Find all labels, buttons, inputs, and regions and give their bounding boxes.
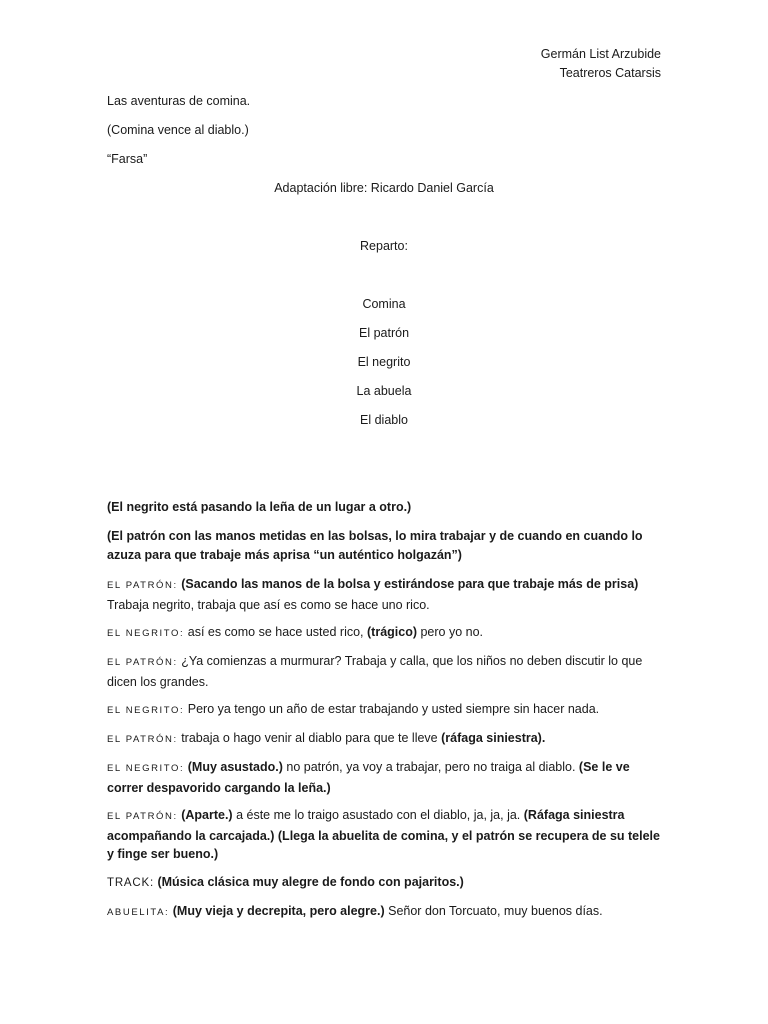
speaker-name: EL PATRÓN: xyxy=(107,811,178,822)
stage-direction: (Muy asustado.) xyxy=(184,760,283,774)
dialogue-text: así es como se hace usted rico, xyxy=(184,625,367,639)
stage-direction: (Muy vieja y decrepita, pero alegre.) xyxy=(169,904,385,918)
cast-heading: Reparto: xyxy=(360,239,408,253)
stage-direction: (Se le ve correr despavorido cargando la leña.) xyxy=(107,760,630,795)
play-subtitle: (Comina vence al diablo.) xyxy=(107,123,249,137)
dialogue-text: a éste me lo traigo asustado con el diablo, ja, ja, ja. xyxy=(232,808,524,822)
stage-direction: (El patrón con las manos metidas en las bolsas, lo mira trabajar y de cuando en cuando lo azuza para que trabaje más aprisa “un auténtico holgazán”) xyxy=(107,529,643,562)
cast-member: El diablo xyxy=(360,413,408,427)
stage-direction: (trágico) xyxy=(367,625,417,639)
dialogue-text: Señor don Torcuato, muy buenos días. xyxy=(384,904,603,918)
stage-direction: (ráfaga siniestra). xyxy=(441,731,546,745)
stage-direction: (Sacando las manos de la bolsa y estirándose para que trabaje más de prisa) xyxy=(181,577,639,591)
author-name: Germán List Arzubide xyxy=(540,47,661,61)
dialogue-line xyxy=(107,575,663,614)
speaker-name: EL PATRÓN: xyxy=(107,734,178,745)
speaker-name: TRACK: xyxy=(107,877,154,889)
dialogue-line xyxy=(107,806,663,864)
dialogue-line xyxy=(107,652,663,691)
speaker-name: EL NEGRITO: xyxy=(107,763,185,774)
dialogue-text: pero yo no. xyxy=(417,625,484,639)
cast-member: El patrón xyxy=(358,326,410,340)
speaker-name: ABUELITA: xyxy=(107,907,170,918)
dialogue-line xyxy=(107,729,663,750)
company-name: Teatreros Catarsis xyxy=(559,66,661,80)
dialogue-line xyxy=(107,873,663,893)
dialogue-text: no patrón, ya voy a trabajar, pero no traiga al diablo. xyxy=(282,760,579,774)
speaker-name: EL PATRÓN: xyxy=(107,580,178,591)
dialogue-text: Pero ya tengo un año de estar trabajando y usted siempre sin hacer nada. xyxy=(184,702,600,716)
dialogue-line xyxy=(107,902,663,923)
dialogue-line xyxy=(107,700,663,721)
dialogue-line xyxy=(107,623,663,644)
speaker-name: EL PATRÓN: xyxy=(107,657,178,668)
cast-member: La abuela xyxy=(356,384,412,398)
dialogue-line xyxy=(107,758,663,797)
stage-direction: (Aparte.) xyxy=(177,808,233,822)
speaker-name: EL NEGRITO: xyxy=(107,705,185,716)
play-title: Las aventuras de comina. xyxy=(107,94,251,108)
stage-direction: (Música clásica muy alegre de fondo con pajaritos.) xyxy=(153,875,464,889)
speaker-name: EL NEGRITO: xyxy=(107,628,185,639)
stage-direction: (Ráfaga siniestra acompañando la carcajada.) (Llega la abuelita de comina, y el patrón se recupera de su telele y finge ser bueno.) xyxy=(107,808,660,861)
dialogue-text: ¿Ya comienzas a murmurar? Trabaja y calla, que los niños no deben discutir lo que dicen los grandes. xyxy=(107,654,643,689)
dialogue-text: Trabaja negrito, trabaja que así es como se hace uno rico. xyxy=(107,597,430,612)
adaptation-credit: Adaptación libre: Ricardo Daniel García xyxy=(274,181,494,195)
cast-member: El negrito xyxy=(357,355,411,369)
dialogue-text: trabaja o hago venir al diablo para que te lleve xyxy=(177,731,442,745)
stage-direction: (El negrito está pasando la leña de un lugar a otro.) xyxy=(107,500,412,514)
cast-member: Comina xyxy=(362,297,406,311)
play-genre: “Farsa” xyxy=(107,152,148,166)
